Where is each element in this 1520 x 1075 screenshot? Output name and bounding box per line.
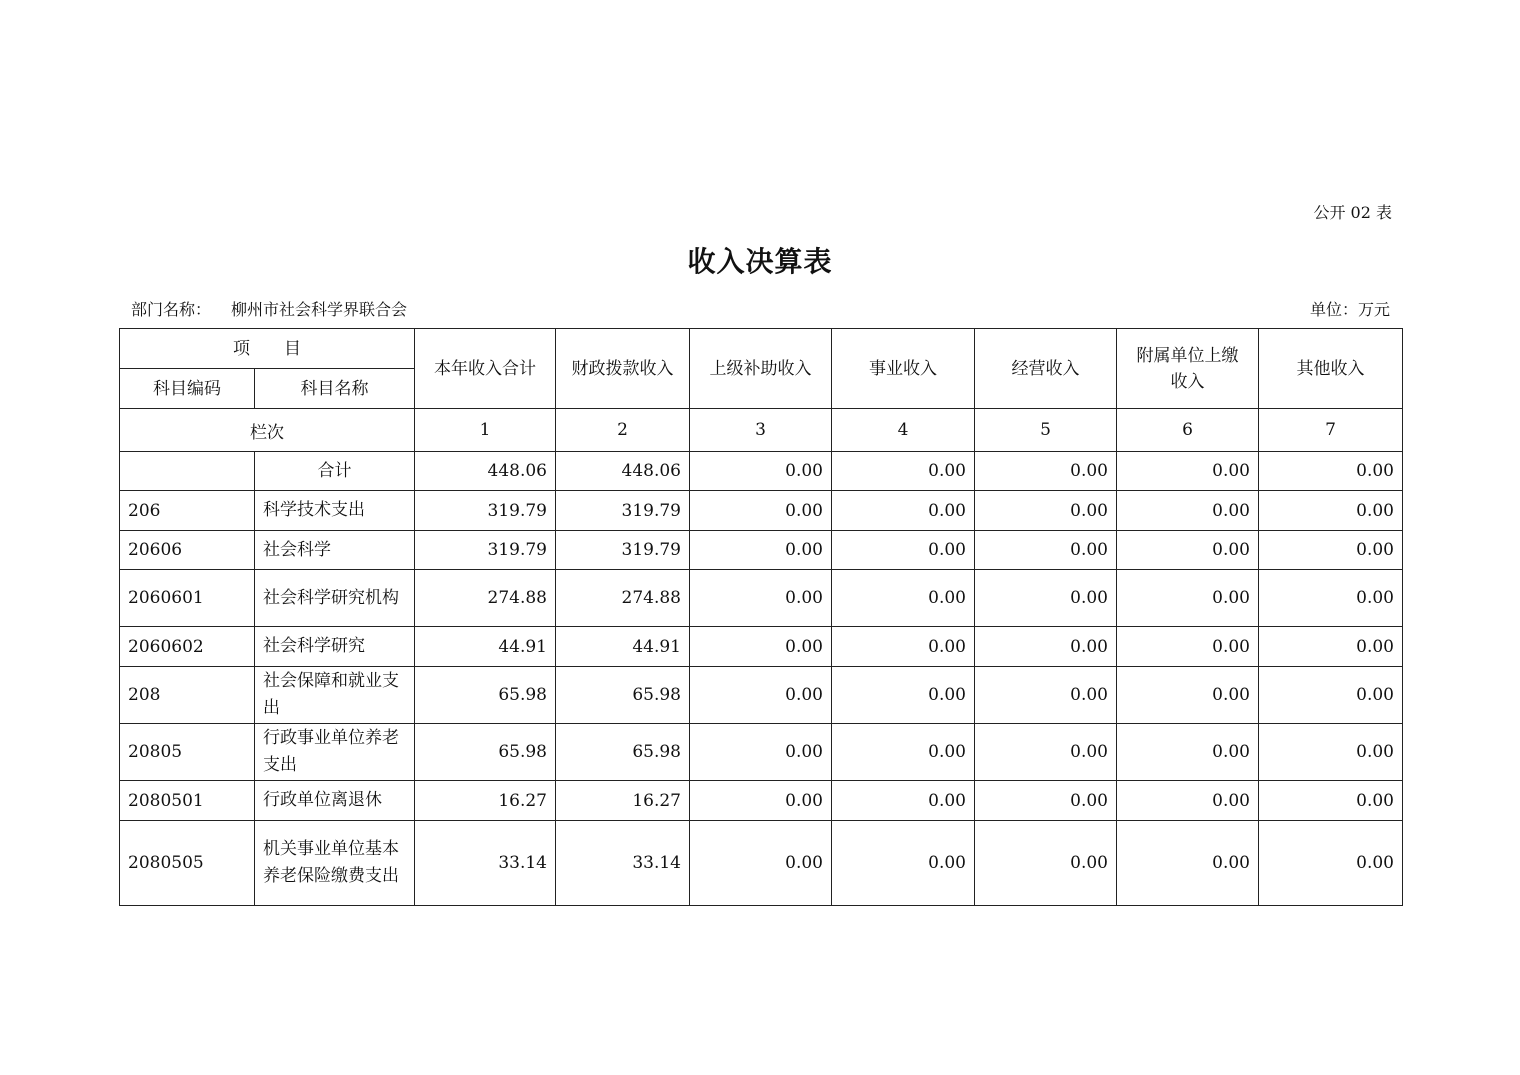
- amount-cell: 0.00: [1259, 781, 1403, 821]
- amount-cell: 319.79: [415, 531, 556, 570]
- amount-cell: 0.00: [1259, 821, 1403, 906]
- column-header: 事业收入: [832, 329, 975, 409]
- subject-name: 行政事业单位养老支出: [255, 724, 415, 781]
- amount-cell: 0.00: [975, 781, 1117, 821]
- amount-cell: 0.00: [690, 667, 832, 724]
- amount-cell: 44.91: [415, 627, 556, 667]
- subject-code: 2080501: [120, 781, 255, 821]
- index-number: 2: [556, 409, 690, 452]
- amount-cell: 0.00: [1117, 667, 1259, 724]
- amount-cell: 0.00: [832, 452, 975, 491]
- subject-name: 社会科学: [255, 531, 415, 570]
- amount-cell: 0.00: [975, 627, 1117, 667]
- amount-cell: 274.88: [415, 570, 556, 627]
- amount-cell: 0.00: [832, 627, 975, 667]
- amount-cell: 0.00: [1259, 667, 1403, 724]
- amount-cell: 0.00: [1117, 724, 1259, 781]
- subject-name: 行政单位离退休: [255, 781, 415, 821]
- amount-cell: 448.06: [415, 452, 556, 491]
- department-line: [131, 297, 407, 320]
- subject-name: 科学技术支出: [255, 491, 415, 531]
- subject-code: 2060602: [120, 627, 255, 667]
- index-number: 1: [415, 409, 556, 452]
- column-header: 经营收入: [975, 329, 1117, 409]
- amount-cell: 0.00: [1117, 781, 1259, 821]
- department-name: 柳州市社会科学界联合会: [231, 300, 408, 319]
- amount-cell: 16.27: [556, 781, 690, 821]
- department-label: 部门名称：: [131, 300, 212, 319]
- amount-cell: 0.00: [690, 491, 832, 531]
- amount-cell: 0.00: [975, 452, 1117, 491]
- subject-name: 合计: [255, 452, 415, 491]
- amount-cell: 0.00: [832, 781, 975, 821]
- amount-cell: 0.00: [975, 491, 1117, 531]
- table-row: [120, 821, 1403, 906]
- amount-cell: 0.00: [1117, 531, 1259, 570]
- table-row: [120, 491, 1403, 531]
- amount-cell: 319.79: [556, 531, 690, 570]
- amount-cell: 0.00: [1259, 491, 1403, 531]
- amount-cell: 0.00: [1117, 821, 1259, 906]
- amount-cell: 0.00: [690, 724, 832, 781]
- amount-cell: 0.00: [1117, 570, 1259, 627]
- code-header: 科目编码: [120, 369, 255, 409]
- amount-cell: 0.00: [1117, 491, 1259, 531]
- subject-code: 2060601: [120, 570, 255, 627]
- amount-cell: 33.14: [415, 821, 556, 906]
- amount-cell: 0.00: [1117, 627, 1259, 667]
- amount-cell: 0.00: [975, 821, 1117, 906]
- index-label: 栏次: [120, 409, 415, 452]
- item-header: 项 目: [120, 329, 415, 369]
- amount-cell: 448.06: [556, 452, 690, 491]
- subject-name: 社会科学研究: [255, 627, 415, 667]
- amount-cell: 65.98: [415, 667, 556, 724]
- amount-cell: 0.00: [832, 821, 975, 906]
- column-header: 上级补助收入: [690, 329, 832, 409]
- subject-code: 20606: [120, 531, 255, 570]
- index-number: 6: [1117, 409, 1259, 452]
- column-header: 其他收入: [1259, 329, 1403, 409]
- name-header: 科目名称: [255, 369, 415, 409]
- table-row: [120, 570, 1403, 627]
- amount-cell: 0.00: [690, 627, 832, 667]
- amount-cell: 0.00: [832, 570, 975, 627]
- table-row: [120, 724, 1403, 781]
- index-number: 7: [1259, 409, 1403, 452]
- table-row: [120, 452, 1403, 491]
- column-header: 财政拨款收入: [556, 329, 690, 409]
- amount-cell: 0.00: [690, 531, 832, 570]
- amount-cell: 0.00: [690, 570, 832, 627]
- form-number: 公开 02 表: [1313, 203, 1392, 222]
- subject-name: 机关事业单位基本养老保险缴费支出: [255, 821, 415, 906]
- table-row: [120, 627, 1403, 667]
- amount-cell: 0.00: [1259, 452, 1403, 491]
- amount-cell: 65.98: [415, 724, 556, 781]
- amount-cell: 0.00: [1259, 724, 1403, 781]
- subject-code: [120, 452, 255, 491]
- amount-cell: 0.00: [1259, 531, 1403, 570]
- amount-cell: 0.00: [832, 491, 975, 531]
- amount-cell: 0.00: [1259, 570, 1403, 627]
- column-header: 附属单位上缴收入: [1117, 329, 1259, 409]
- subject-code: 208: [120, 667, 255, 724]
- amount-cell: 0.00: [975, 667, 1117, 724]
- amount-cell: 0.00: [1117, 452, 1259, 491]
- index-number: 4: [832, 409, 975, 452]
- amount-cell: 319.79: [415, 491, 556, 531]
- unit-label: 单位：万元: [1309, 300, 1390, 319]
- index-number: 5: [975, 409, 1117, 452]
- amount-cell: 0.00: [1259, 627, 1403, 667]
- page-title: 收入决算表: [687, 245, 833, 278]
- amount-cell: 16.27: [415, 781, 556, 821]
- amount-cell: 65.98: [556, 724, 690, 781]
- amount-cell: 319.79: [556, 491, 690, 531]
- table-row: [120, 781, 1403, 821]
- subject-code: 206: [120, 491, 255, 531]
- amount-cell: 65.98: [556, 667, 690, 724]
- amount-cell: 0.00: [975, 724, 1117, 781]
- amount-cell: 0.00: [975, 531, 1117, 570]
- index-number: 3: [690, 409, 832, 452]
- amount-cell: 0.00: [832, 531, 975, 570]
- column-header: 本年收入合计: [415, 329, 556, 409]
- amount-cell: 0.00: [690, 821, 832, 906]
- income-table: [119, 328, 1403, 906]
- amount-cell: 33.14: [556, 821, 690, 906]
- table-row: [120, 667, 1403, 724]
- table-row: [120, 531, 1403, 570]
- amount-cell: 0.00: [832, 724, 975, 781]
- amount-cell: 0.00: [690, 781, 832, 821]
- amount-cell: 44.91: [556, 627, 690, 667]
- amount-cell: 0.00: [975, 570, 1117, 627]
- amount-cell: 0.00: [690, 452, 832, 491]
- amount-cell: 0.00: [832, 667, 975, 724]
- amount-cell: 274.88: [556, 570, 690, 627]
- subject-name: 社会科学研究机构: [255, 570, 415, 627]
- subject-code: 2080505: [120, 821, 255, 906]
- subject-name: 社会保障和就业支出: [255, 667, 415, 724]
- subject-code: 20805: [120, 724, 255, 781]
